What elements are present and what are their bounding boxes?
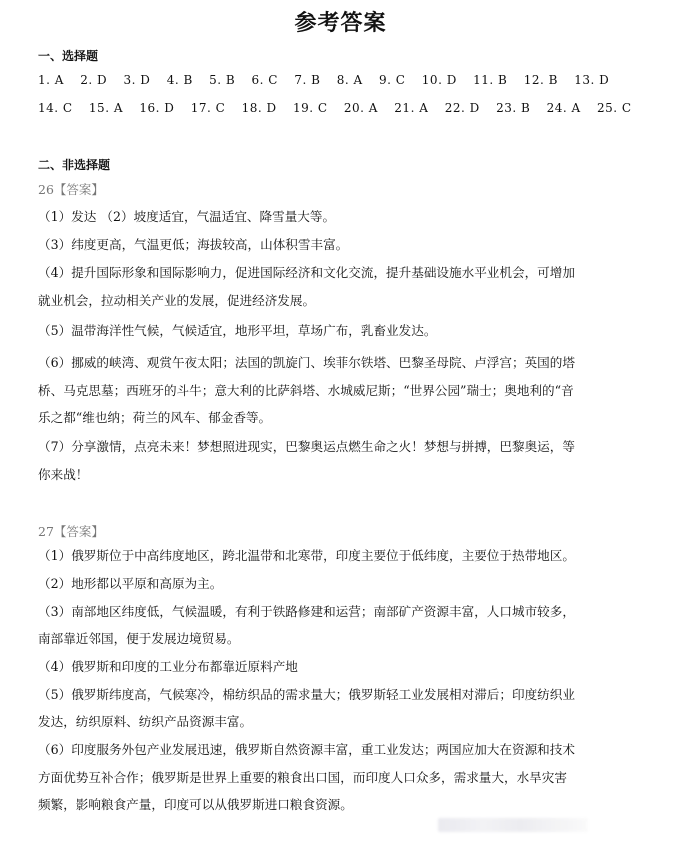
mc-answer: 19. C (292, 101, 328, 115)
mc-answer-row (38, 101, 644, 115)
mc-answer: 2. D (80, 73, 108, 87)
answer-line: 南部靠近邻国，便于发展边境贸易。 (38, 631, 240, 646)
mc-answer: 16. D (139, 101, 175, 115)
mc-answer: 24. A (546, 101, 581, 115)
question-27-header: 27【答案】 (38, 524, 104, 539)
answer-line: （4）提升国际形象和国际影响力，促进国际经济和文化交流，提升基础设施水平业机会，可增加 (38, 265, 575, 280)
mc-answer: 4. B (166, 73, 193, 87)
answer-line: （1）发达 （2）坡度适宜，气温适宜、降雪量大等。 (38, 209, 336, 224)
mc-answer: 25. C (597, 101, 632, 115)
section-heading-non-choice: 二、非选择题 (38, 158, 111, 172)
answer-line: （6）挪威的峡湾、观赏午夜太阳；法国的凯旋门、埃菲尔铁塔、巴黎圣母院、卢浮宫；英国的塔 (38, 355, 575, 370)
mc-answer: 7. B (294, 73, 321, 87)
mc-answer: 6. C (251, 73, 278, 87)
answer-line: （7）分享激情，点亮未来！梦想照进现实，巴黎奥运点燃生命之火！梦想与拼搏，巴黎奥运，等 (38, 439, 575, 454)
answer-line: （5）温带海洋性气候，气候适宜，地形平坦，草场广布，乳畜业发达。 (38, 323, 437, 338)
answer-line: （3）纬度更高，气温更低；海拔较高，山体积雪丰富。 (38, 237, 349, 252)
mc-answer: 3. D (123, 73, 151, 87)
page-title: 参考答案 (294, 11, 387, 36)
mc-answer-row (38, 73, 621, 87)
answer-line: （1）俄罗斯位于中高纬度地区，跨北温带和北寒带，印度主要位于低纬度，主要位于热带地区。 (38, 548, 575, 563)
mc-answer: 1. A (38, 73, 64, 87)
mc-answer: 11. B (473, 73, 508, 87)
answer-line: （3）南部地区纬度低，气候温暖，有利于铁路修建和运营；南部矿产资源丰富，人口城市较多， (38, 604, 575, 619)
mc-answer: 22. D (444, 101, 480, 115)
mc-answer: 14. C (38, 101, 73, 115)
answer-line: 方面优势互补合作；俄罗斯是世界上重要的粮食出口国，而印度人口众多，需求量大，水旱灾害 (38, 770, 567, 785)
mc-answer: 5. B (209, 73, 236, 87)
mc-answer: 9. C (379, 73, 406, 87)
mc-answer: 17. C (190, 101, 226, 115)
blurred-watermark (438, 818, 588, 832)
answer-line: 你来战！ (38, 467, 89, 482)
answer-line: 就业机会，拉动相关产业的发展，促进经济发展。 (38, 293, 316, 308)
mc-answer: 13. D (574, 73, 610, 87)
mc-answer: 12. B (523, 73, 558, 87)
answer-line: 发达，纺织原料、纺织产品资源丰富。 (38, 714, 253, 729)
mc-answer: 18. D (241, 101, 277, 115)
answer-line: （4）俄罗斯和印度的工业分布都靠近原料产地 (38, 659, 298, 674)
mc-answer: 23. B (496, 101, 531, 115)
answer-line: （2）地形都以平原和高原为主。 (38, 576, 223, 591)
mc-answer: 20. A (343, 101, 378, 115)
mc-answer: 8. A (336, 73, 363, 87)
answer-line: 桥、马克思墓；西班牙的斗牛；意大利的比萨斜塔、水城威尼斯；“世界公园”瑞士；奥地利的“音 (38, 383, 574, 398)
section-heading-multiple-choice: 一、选择题 (38, 49, 99, 63)
answer-line: 乐之都“维也纳；荷兰的风车、郁金香等。 (38, 410, 272, 425)
answer-line: （6）印度服务外包产业发展迅速，俄罗斯自然资源丰富，重工业发达；两国应加大在资源和技术 (38, 742, 575, 757)
mc-answer: 15. A (88, 101, 123, 115)
answer-line: 频繁，影响粮食产量，印度可以从俄罗斯进口粮食资源。 (38, 797, 353, 812)
mc-answer: 10. D (421, 73, 457, 87)
question-26-header: 26【答案】 (38, 182, 104, 197)
answer-line: （5）俄罗斯纬度高，气候寒冷，棉纺织品的需求量大；俄罗斯轻工业发展相对滞后；印度纺织业 (38, 687, 575, 702)
mc-answer: 21. A (394, 101, 429, 115)
